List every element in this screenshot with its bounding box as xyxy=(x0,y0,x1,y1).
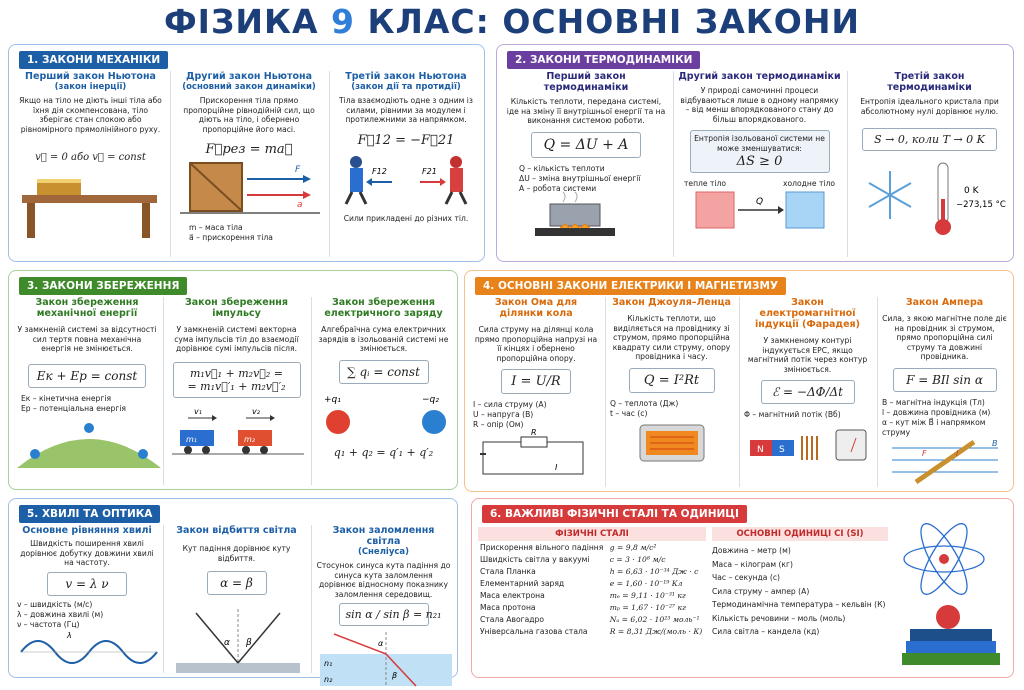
law-heading: Закон Джоуля–Ленца xyxy=(612,297,731,308)
m2-label: m₂ xyxy=(244,434,255,444)
law-formula: F = BIl sin α xyxy=(893,368,997,392)
law-text: Якщо на тіло не діють інші тіла або їхня дія скомпенсована, тіло зберігає стан спокою або рівномірного прямолінійного руху. xyxy=(19,96,162,134)
si-unit-item: Час – секунда (с) xyxy=(712,573,780,582)
v2-label: v₂ xyxy=(252,406,260,416)
q2-label: −q₂ xyxy=(422,394,439,405)
panel-electricity xyxy=(464,270,1014,492)
si-units-heading: ОСНОВНІ ОДИНИЦІ СІ (SI) xyxy=(712,527,888,541)
legend-time: t – час (с) xyxy=(610,408,648,418)
legend-frequency: ν – частота (Гц) xyxy=(17,619,80,629)
panel-electricity-title: 4. ОСНОВНІ ЗАКОНИ ЕЛЕКТРИКИ І МАГНЕТИЗМУ xyxy=(475,277,786,295)
panel-conservation-title: 3. ЗАКОНИ ЗБЕРЕЖЕННЯ xyxy=(19,277,187,295)
legend-heat: Q – кількість теплоти xyxy=(519,163,605,173)
charge-conservation xyxy=(311,297,455,485)
law-formula: v = λ ν xyxy=(47,572,127,596)
constant-value: g = 9,8 м/с² xyxy=(609,542,657,552)
law-text: Алгебраїчна сума електричних зарядів в ізольованій системі не змінюється. xyxy=(318,325,449,354)
v1-label: v₁ xyxy=(194,406,202,416)
law-text: У природі самочинні процеси відбуваються лише в одному напрямку – від менш впорядкованого стану до більш впорядкованого. xyxy=(680,86,839,124)
f21-label: F21 xyxy=(422,166,437,176)
legend-work: A – робота системи xyxy=(519,183,597,193)
induction-illustration xyxy=(744,420,874,476)
formula-line-2: = m₁v⃗′₁ + m₂v⃗′₂ xyxy=(187,379,286,393)
panel-thermodynamics xyxy=(496,44,1014,262)
entropy-box xyxy=(690,130,830,172)
constant-row xyxy=(478,565,706,577)
title-rest: КЛАС: ОСНОВНІ ЗАКОНИ xyxy=(367,2,861,41)
acceleration-label: a xyxy=(297,200,303,211)
panel-constants-title: 6. ВАЖЛИВІ ФІЗИЧНІ СТАЛІ ТА ОДИНИЦІ xyxy=(482,505,747,523)
law-text: Швидкість поширення хвилі дорівнює добутку довжини хвилі на частоту. xyxy=(20,539,154,568)
beta-label: β xyxy=(246,638,252,649)
beta-label: β xyxy=(392,671,398,681)
law-text: Кількість теплоти, передана системі, іде на зміну її внутрішньої енергії та на виконання системою роботи. xyxy=(506,97,666,126)
law-formula: sin α / sin β = n₂₁ xyxy=(339,603,429,626)
legend-heat: Q – теплота (Дж) xyxy=(610,398,679,408)
si-unit-item: Сила струму – ампер (А) xyxy=(712,586,810,596)
charge-sum-formula: q₁ + q₂ = q′₁ + q′₂ xyxy=(333,445,434,459)
constant-name: Елементарний заряд xyxy=(480,578,565,588)
f12-label: F12 xyxy=(372,166,387,176)
legend-kinetic: Eк – кінетична енергія xyxy=(21,393,112,403)
law-text: Стосунок синуса кута падіння до синуса кута заломлення дорівнює відносному показнику заломлення середовищ. xyxy=(316,561,451,599)
law-heading: Третій закон Ньютона xyxy=(345,71,467,82)
ohm-law xyxy=(469,297,603,487)
legend-wavelength: λ – довжина хвилі (м) xyxy=(17,609,104,619)
si-unit-item: Маса – кілограм (кг) xyxy=(712,559,793,569)
legend-speed: v – швидкість (м/с) xyxy=(17,599,93,609)
constant-value: mₚ = 1,67 · 10⁻²⁷ кг xyxy=(609,602,686,612)
law-heading: Закон збереження механічної енергії xyxy=(35,297,139,319)
law-heading: Закон збереження електричного заряду xyxy=(324,297,443,319)
law-heading: Закон заломлення світла xyxy=(332,525,435,547)
warm-body-label: тепле тіло xyxy=(684,178,727,188)
hill-balls-illustration xyxy=(17,414,161,470)
wire-field-illustration xyxy=(882,438,1008,486)
momentum-formula-box xyxy=(173,362,301,398)
n1-label: n₁ xyxy=(324,659,333,669)
constant-row xyxy=(478,601,706,613)
law-text: У замкненій системі векторна сума імпульсів тіл до взаємодії дорівнює сумі імпульсів після. xyxy=(174,325,299,354)
constants-heading: ФІЗИЧНІ СТАЛІ xyxy=(478,527,706,541)
reflection-diagram xyxy=(168,603,308,677)
constant-row xyxy=(478,625,706,637)
law-heading: Закон збереження імпульсу xyxy=(185,297,288,319)
constant-name: Прискорення вільного падіння xyxy=(480,542,604,552)
circuit-diagram xyxy=(473,430,599,480)
si-units-list xyxy=(712,541,888,639)
legend-length: l – довжина провідника (м) xyxy=(882,407,991,417)
legend-resistance: R – опір (Ом) xyxy=(473,420,524,430)
law-subheading: (закон інерції) xyxy=(54,82,127,92)
si-units-section xyxy=(712,527,888,639)
law-heading: Закон відбиття світла xyxy=(176,525,297,536)
law-formula: F⃗рез = ma⃗ xyxy=(205,142,293,158)
heat-transfer-illustration xyxy=(678,188,842,232)
refraction-diagram xyxy=(316,630,456,686)
force-label: F xyxy=(295,165,301,176)
law-formula: I = U/R xyxy=(501,369,571,394)
q1-label: +q₁ xyxy=(324,394,341,405)
constant-value: h = 6,63 · 10⁻³⁴ Дж · с xyxy=(609,566,699,576)
sine-wave-illustration xyxy=(17,630,159,666)
thermo-second-law xyxy=(673,71,845,257)
law-text: Ентропія ідеального кристала при абсолютному нулі дорівнює нулю. xyxy=(860,97,999,116)
ampere-law xyxy=(877,297,1011,487)
entropy-formula: ΔS ≥ 0 xyxy=(736,153,783,169)
law-text: У замкненій системі за відсутності сил тертя повна механічна енергія не змінюється. xyxy=(17,325,157,354)
law-text: Тіла взаємодіють одне з одним із силами, рівними за модулем і протилежними за напрямком. xyxy=(339,96,473,125)
constant-value: Nₐ = 6,02 · 10²³ моль⁻¹ xyxy=(609,614,700,624)
table-book-illustration xyxy=(17,165,167,240)
panel-thermo-title: 2. ЗАКОНИ ТЕРМОДИНАМІКИ xyxy=(507,51,700,69)
law-heading: Другий закон Ньютона xyxy=(185,71,312,82)
newton-second-law xyxy=(170,71,327,257)
law-subheading: (основний закон динаміки) xyxy=(182,82,316,92)
panel-waves-optics xyxy=(8,498,458,685)
snowflake-icon xyxy=(869,171,911,219)
law-text: Кількість теплоти, що виділяється на провіднику зі струмом, прямо пропорційна квадрату сили струму, опору провідника і часу. xyxy=(612,314,731,362)
atom-books-illustration xyxy=(892,523,1010,673)
magnet-south-label: S xyxy=(779,445,785,456)
law-formula: Q = I²Rt xyxy=(629,368,715,393)
law-text: У замкненому контурі індукується ЕРС, якщо магнітний потік через контур змінюється. xyxy=(747,336,868,374)
formula-line-1: m₁v⃗₁ + m₂v⃗₂ = xyxy=(189,366,284,380)
celsius-label: −273,15 °C xyxy=(956,200,1006,211)
constant-row xyxy=(478,613,706,625)
magnet-north-label: N xyxy=(757,445,764,456)
legend-flux: Φ – магнітний потік (Вб) xyxy=(744,410,841,420)
i-label: I xyxy=(956,448,959,458)
constant-name: Швидкість світла у вакуумі xyxy=(480,554,590,564)
si-unit-item: Термодинамічна температура – кельвін (К) xyxy=(712,600,886,609)
law-heading: Закон електромагнітної індукції (Фарадея) xyxy=(755,297,860,330)
constant-value: R = 8,31 Дж/(моль · К) xyxy=(609,626,703,636)
constant-name: Маса протона xyxy=(480,602,536,612)
refraction-law xyxy=(311,525,455,685)
law-text: Сила струму на ділянці кола прямо пропорційна напрузі на її кінцях і обернено пропорційна опору. xyxy=(474,325,598,363)
legend-potential: Eр – потенціальна енергія xyxy=(21,403,127,413)
energy-conservation xyxy=(13,297,161,485)
constant-value: e = 1,60 · 10⁻¹⁹ Кл xyxy=(609,578,683,588)
constant-row xyxy=(478,577,706,589)
legend-induction: B – магнітна індукція (Тл) xyxy=(882,397,985,407)
law-heading: Основне рівняння хвилі xyxy=(22,525,152,536)
law-formula: ∑ qᵢ = const xyxy=(339,360,429,384)
thermo-first-law xyxy=(501,71,671,257)
constant-value: c = 3 · 10⁸ м/с xyxy=(609,554,666,564)
heater-illustration xyxy=(610,419,734,469)
law-text: Прискорення тіла прямо пропорційне рівнодійній сил, що діють на тіло, і обернено пропорційне його масі. xyxy=(183,96,315,134)
constant-name: Універсальна газова стала xyxy=(480,626,588,636)
constant-row xyxy=(478,553,706,565)
law-formula: Eк + Eр = const xyxy=(28,364,146,388)
law-formula: ℰ = −ΔΦ/Δt xyxy=(761,380,855,404)
n2-label: n₂ xyxy=(324,675,333,685)
alpha-label: α xyxy=(224,638,230,649)
newton-third-law xyxy=(329,71,482,257)
panel-conservation xyxy=(8,270,458,490)
law-formula: v⃗ = 0 або v⃗ = const xyxy=(35,152,146,164)
constant-value: mₑ = 9,11 · 10⁻³¹ кг xyxy=(609,590,686,600)
lambda-label: λ xyxy=(67,630,72,640)
si-unit-item: Довжина – метр (м) xyxy=(712,546,791,555)
si-unit-item: Кількість речовини – моль (моль) xyxy=(712,613,846,623)
legend-acceleration: a⃗ – прискорення тіла xyxy=(189,233,273,243)
skaters-illustration xyxy=(334,148,480,210)
heat-flow-labels xyxy=(678,179,841,189)
si-unit-item: Сила світла – кандела (кд) xyxy=(712,627,820,636)
constants-table xyxy=(478,541,706,637)
constants-section xyxy=(478,527,706,637)
crate-force-illustration xyxy=(175,157,325,219)
legend-internal-energy: ΔU – зміна внутрішньої енергії xyxy=(519,173,641,183)
b-label: B xyxy=(992,438,998,448)
law-heading: Другий закон термодинаміки xyxy=(678,71,841,82)
law-formula: α = β xyxy=(207,571,267,595)
newton-first-law xyxy=(13,71,168,257)
title-main: ФІЗИКА xyxy=(163,2,319,41)
joule-lenz-law xyxy=(605,297,737,487)
title-number: 9 xyxy=(331,2,355,41)
entropy-text: Ентропія ізольованої системи не може зменшуватися: xyxy=(694,134,825,153)
r-label: R xyxy=(531,428,537,438)
constant-row xyxy=(478,589,706,601)
pot-on-stove-illustration xyxy=(505,194,665,238)
law-formula: Q = ΔU + A xyxy=(531,132,641,158)
panel-mechanics-title: 1. ЗАКОНИ МЕХАНІКИ xyxy=(19,51,168,69)
f-label: F xyxy=(922,448,927,458)
apple-icon xyxy=(936,605,960,629)
constant-name: Стала Планка xyxy=(480,566,536,576)
wave-equation xyxy=(13,525,161,673)
legend-angle: α – кут між B⃗ і напрямком струму xyxy=(882,417,986,437)
reflection-law xyxy=(163,525,309,673)
faraday-law xyxy=(739,297,875,487)
panel-constants xyxy=(471,498,1014,678)
carts-illustration xyxy=(168,404,308,460)
constant-name: Стала Авогадро xyxy=(480,614,544,624)
law-subheading: (закон дії та протидії) xyxy=(351,82,461,92)
m1-label: m₁ xyxy=(186,434,197,444)
panel-mechanics xyxy=(8,44,485,262)
legend-mass: m – маса тіла xyxy=(189,223,243,233)
legend-current: I – сила струму (А) xyxy=(473,400,547,410)
legend-voltage: U – напруга (В) xyxy=(473,410,534,420)
law-heading: Перший закон Ньютона xyxy=(25,71,156,82)
cold-body-label: холодне тіло xyxy=(783,178,835,188)
law-text: Сила, з якою магнітне поле діє на провідник зі струмом, прямо пропорційна силі струму та довжині провідника. xyxy=(882,314,1007,362)
panel-waves-title: 5. ХВИЛІ ТА ОПТИКА xyxy=(19,505,160,523)
alpha-label: α xyxy=(378,639,384,649)
law-note: Сили прикладені до різних тіл. xyxy=(343,213,469,223)
thermo-third-law xyxy=(847,71,1011,257)
law-subheading: (Снеліуса) xyxy=(357,547,410,557)
i-label: I xyxy=(555,463,558,473)
law-formula: F⃗12 = −F⃗21 xyxy=(357,132,455,148)
law-heading: Перший закон термодинаміки xyxy=(543,71,629,93)
zero-kelvin-label: 0 K xyxy=(964,186,979,197)
constant-row xyxy=(478,541,706,553)
page-title xyxy=(0,2,1024,41)
heat-q-label: Q xyxy=(756,197,764,208)
momentum-conservation xyxy=(163,297,309,485)
law-formula: S → 0, коли T → 0 K xyxy=(862,128,997,151)
law-heading: Третій закон термодинаміки xyxy=(887,71,972,93)
law-heading: Закон Ома для ділянки кола xyxy=(494,297,578,319)
charges-illustration xyxy=(316,390,456,442)
snowflake-thermometer-illustration xyxy=(852,157,1012,241)
constant-name: Маса електрона xyxy=(480,590,545,600)
law-heading: Закон Ампера xyxy=(905,297,984,308)
law-text: Кут падіння дорівнює куту відбиття. xyxy=(182,544,291,563)
